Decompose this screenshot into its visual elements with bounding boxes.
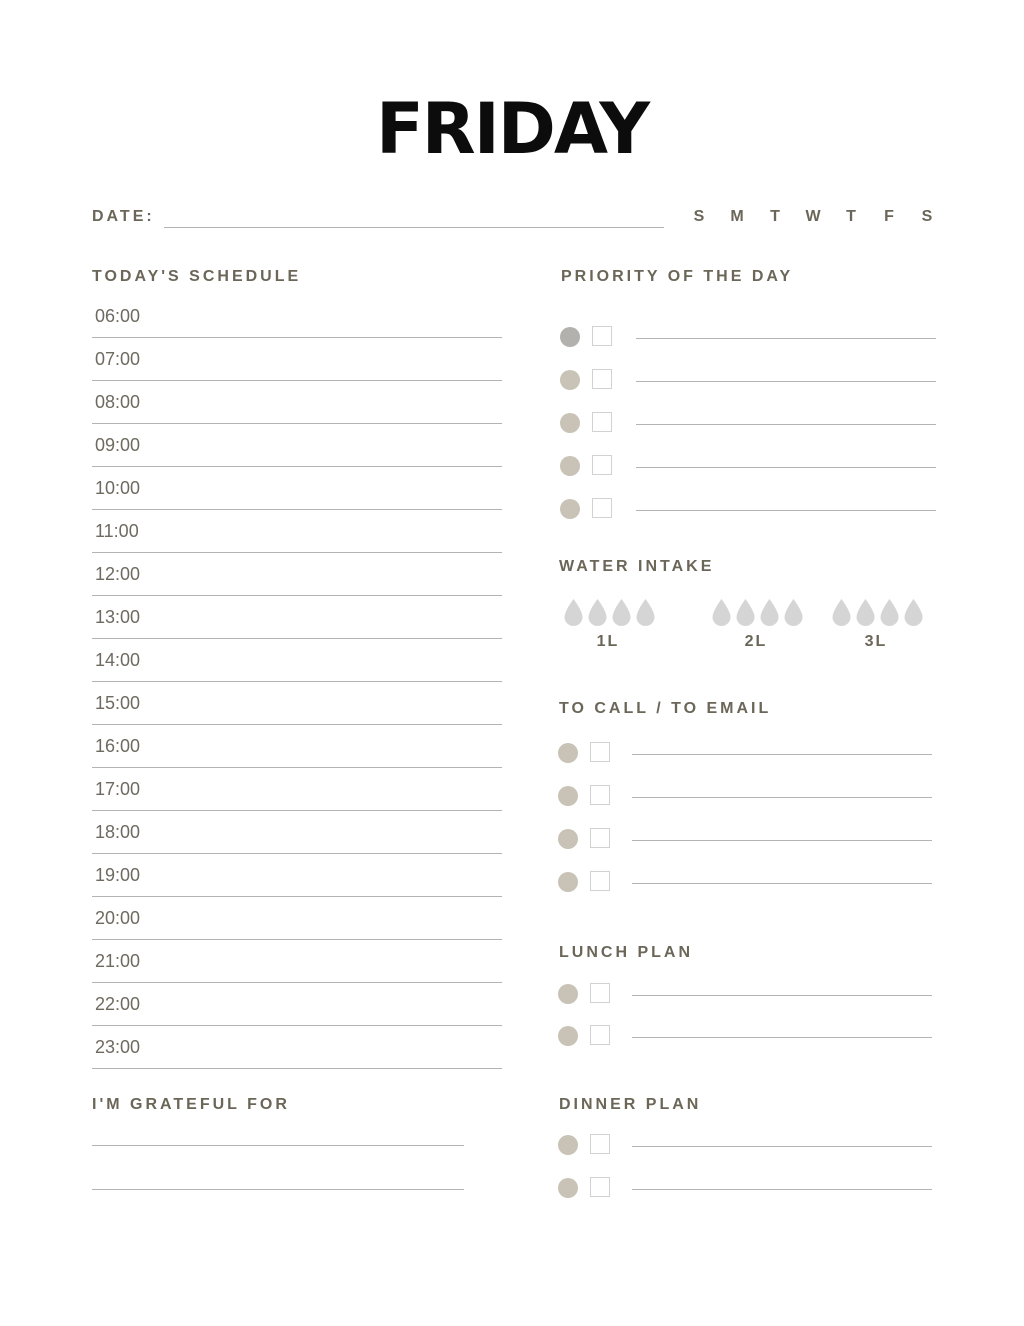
schedule-time-label: 22:00 [95,994,141,1014]
call-bullet-dot-icon [558,743,578,763]
dinner-bullet-dot-icon [558,1178,578,1198]
water-drop-icon[interactable] [635,598,656,626]
dinner-checkbox[interactable] [590,1177,610,1197]
priority-checkbox[interactable] [592,455,612,475]
schedule-time-label: 20:00 [95,908,141,928]
call-bullet-dot-icon [558,786,578,806]
dinner-heading: DINNER PLAN [559,1096,702,1113]
priority-checkbox[interactable] [592,326,612,346]
priority-line[interactable] [636,338,936,339]
lunch-heading: LUNCH PLAN [559,944,693,961]
weekday-5[interactable]: F [884,208,894,225]
schedule-line[interactable] [92,1068,502,1069]
schedule-line[interactable] [92,681,502,682]
lunch-bullet-dot-icon [558,1026,578,1046]
priority-line[interactable] [636,381,936,382]
priority-line[interactable] [636,424,936,425]
schedule-time-label: 15:00 [95,693,141,713]
water-drop-icon[interactable] [831,598,852,626]
priority-checkbox[interactable] [592,498,612,518]
priority-bullet-dot-icon [560,327,580,347]
schedule-time-label: 23:00 [95,1037,141,1057]
schedule-line[interactable] [92,982,502,983]
priority-checkbox[interactable] [592,369,612,389]
schedule-time-label: 12:00 [95,564,141,584]
schedule-line[interactable] [92,423,502,424]
schedule-line[interactable] [92,767,502,768]
calls-heading: TO CALL / TO EMAIL [559,700,772,717]
water-drop-icon[interactable] [735,598,756,626]
schedule-line[interactable] [92,810,502,811]
water-drop-icon[interactable] [611,598,632,626]
priority-bullet-dot-icon [560,456,580,476]
schedule-line[interactable] [92,1025,502,1026]
schedule-time-label: 17:00 [95,779,141,799]
date-field-line[interactable] [164,227,664,228]
schedule-heading: TODAY'S SCHEDULE [92,268,302,285]
schedule-time-label: 19:00 [95,865,141,885]
schedule-time-label: 09:00 [95,435,141,455]
water-drop-icon[interactable] [783,598,804,626]
priority-heading: PRIORITY OF THE DAY [561,268,794,285]
water-drop-icon[interactable] [587,598,608,626]
schedule-time-label: 07:00 [95,349,141,369]
schedule-line[interactable] [92,595,502,596]
grateful-heading: I'M GRATEFUL FOR [92,1096,290,1113]
lunch-checkbox[interactable] [590,983,610,1003]
call-checkbox[interactable] [590,742,610,762]
weekday-3[interactable]: W [805,208,821,225]
water-liter-label: 2L [744,633,768,650]
dinner-line[interactable] [632,1146,932,1147]
schedule-time-label: 16:00 [95,736,141,756]
water-heading: WATER INTAKE [559,558,715,575]
priority-line[interactable] [636,510,936,511]
lunch-line[interactable] [632,1037,932,1038]
schedule-time-label: 06:00 [95,306,141,326]
schedule-time-label: 11:00 [95,521,139,541]
lunch-line[interactable] [632,995,932,996]
priority-checkbox[interactable] [592,412,612,432]
schedule-time-label: 08:00 [95,392,141,412]
dinner-line[interactable] [632,1189,932,1190]
schedule-time-label: 13:00 [95,607,141,627]
water-drop-icon[interactable] [903,598,924,626]
priority-line[interactable] [636,467,936,468]
schedule-time-label: 10:00 [95,478,141,498]
call-checkbox[interactable] [590,828,610,848]
schedule-line[interactable] [92,724,502,725]
grateful-line[interactable] [92,1189,464,1190]
schedule-line[interactable] [92,896,502,897]
water-drop-icon[interactable] [711,598,732,626]
schedule-line[interactable] [92,337,502,338]
schedule-line[interactable] [92,638,502,639]
weekday-2[interactable]: T [770,208,780,225]
call-line[interactable] [632,754,932,755]
schedule-line[interactable] [92,552,502,553]
page-title: FRIDAY [375,88,649,170]
water-liter-label: 3L [864,633,888,650]
water-drop-icon[interactable] [855,598,876,626]
dinner-checkbox[interactable] [590,1134,610,1154]
call-checkbox[interactable] [590,785,610,805]
water-drop-icon[interactable] [879,598,900,626]
weekday-6[interactable]: S [921,208,933,225]
priority-bullet-dot-icon [560,499,580,519]
grateful-line[interactable] [92,1145,464,1146]
call-line[interactable] [632,840,932,841]
call-checkbox[interactable] [590,871,610,891]
weekday-1[interactable]: M [730,208,744,225]
weekday-4[interactable]: T [846,208,856,225]
water-liter-label: 1L [596,633,620,650]
water-drop-icon[interactable] [759,598,780,626]
schedule-time-label: 14:00 [95,650,141,670]
call-bullet-dot-icon [558,872,578,892]
call-line[interactable] [632,883,932,884]
schedule-line[interactable] [92,466,502,467]
lunch-checkbox[interactable] [590,1025,610,1045]
lunch-bullet-dot-icon [558,984,578,1004]
schedule-time-label: 18:00 [95,822,141,842]
schedule-time-label: 21:00 [95,951,141,971]
schedule-line[interactable] [92,853,502,854]
weekday-0[interactable]: S [693,208,705,225]
priority-bullet-dot-icon [560,370,580,390]
water-drop-icon[interactable] [563,598,584,626]
call-line[interactable] [632,797,932,798]
schedule-line[interactable] [92,380,502,381]
dinner-bullet-dot-icon [558,1135,578,1155]
weekday-selector [680,208,946,226]
schedule-line[interactable] [92,509,502,510]
date-label: DATE: [92,208,155,225]
call-bullet-dot-icon [558,829,578,849]
priority-bullet-dot-icon [560,413,580,433]
schedule-line[interactable] [92,939,502,940]
